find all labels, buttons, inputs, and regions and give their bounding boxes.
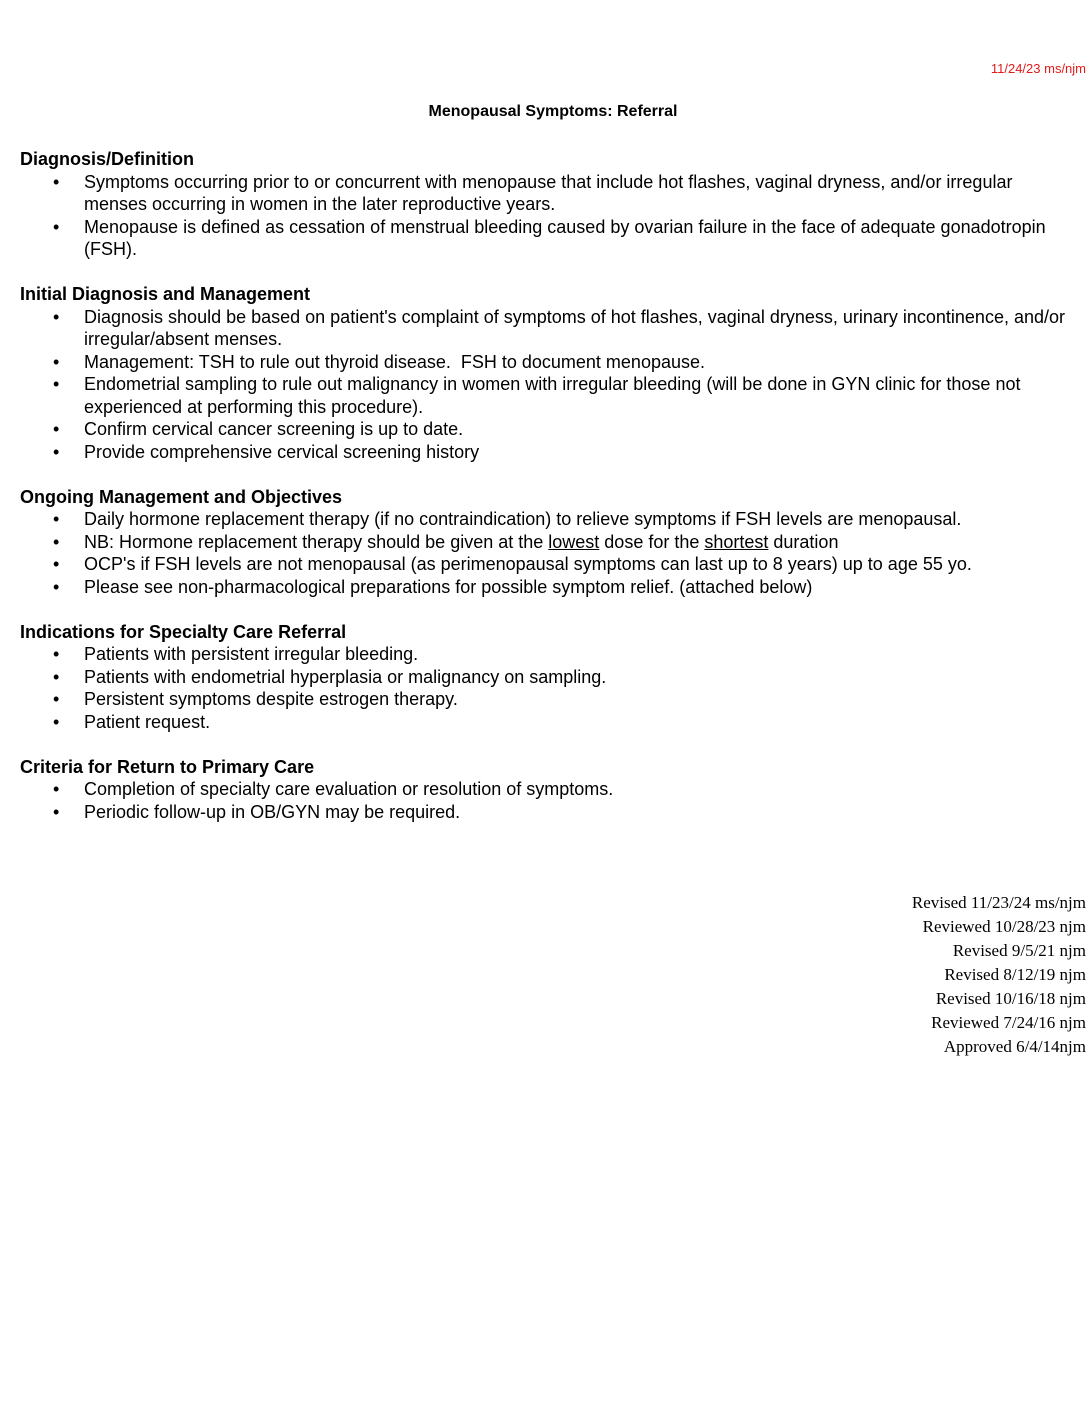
section-initial-diagnosis-management	[20, 283, 1080, 463]
bullet-icon: •	[53, 419, 60, 439]
revision-entry: Revised 8/12/19 njm	[944, 965, 1086, 984]
list-item: • Symptoms occurring prior to or concurrent with menopause that include hot flashes, vaginal dryness, and/or irregular menses occurring in women in the later reproductive years.	[53, 171, 1013, 214]
bullet-icon: •	[53, 711, 60, 732]
list-item: • Periodic follow-up in OB/GYN may be required.	[53, 801, 461, 822]
bullet-icon: •	[53, 666, 60, 687]
revision-stamp: 11/24/23 ms/njm	[990, 61, 1086, 76]
document-body	[20, 148, 1080, 846]
bullet-icon: •	[53, 554, 60, 574]
bullet-icon: •	[53, 216, 60, 237]
bullet-list	[20, 508, 1080, 598]
section-heading: Criteria for Return to Primary Care	[20, 756, 315, 777]
list-item: • OCP's if FSH levels are not menopausal (as perimenopausal symptoms can last up to 8 years) up to age 55 yo.	[53, 554, 972, 574]
bullet-list	[20, 306, 1080, 464]
list-item: • Patients with endometrial hyperplasia or malignancy on sampling.	[53, 666, 607, 687]
revision-entry: Revised 10/16/18 njm	[935, 989, 1086, 1008]
section-heading: Diagnosis/Definition	[20, 149, 195, 169]
list-item: • Please see non-pharmacological preparations for possible symptom relief. (attached below)	[53, 576, 813, 597]
list-item: • NB: Hormone replacement therapy should be given at the lowest dose for the shortest duration	[53, 531, 839, 552]
revision-history	[912, 891, 1086, 1059]
list-item: • Patients with persistent irregular bleeding.	[53, 644, 419, 664]
list-item: • Daily hormone replacement therapy (if no contraindication) to relieve symptoms if FSH levels are menopausal.	[53, 509, 962, 529]
bullet-icon: •	[53, 351, 60, 372]
section-return-to-primary-care	[20, 756, 1080, 824]
bullet-icon: •	[53, 779, 60, 799]
revision-entry: Reviewed 10/28/23 njm	[922, 917, 1086, 936]
bullet-icon: •	[53, 531, 60, 552]
section-ongoing-management	[20, 486, 1080, 599]
bullet-list	[20, 171, 1080, 261]
underlined-word: lowest	[548, 531, 600, 552]
list-item: • Menopause is defined as cessation of menstrual bleeding caused by ovarian failure in the face of adequate gonadotropin (FSH).	[53, 216, 1046, 259]
bullet-icon: •	[53, 509, 60, 529]
section-heading: Ongoing Management and Objectives	[20, 486, 343, 507]
list-item: • Provide comprehensive cervical screening history	[53, 441, 480, 462]
bullet-list	[20, 643, 1080, 733]
revision-entry: Revised 9/5/21 njm	[952, 941, 1086, 960]
bullet-icon: •	[53, 306, 60, 327]
document-title: Menopausal Symptoms: Referral	[428, 103, 678, 120]
section-heading: Indications for Specialty Care Referral	[20, 621, 347, 642]
list-item: • Management: TSH to rule out thyroid disease. FSH to document menopause.	[53, 351, 705, 372]
section-heading: Initial Diagnosis and Management	[20, 284, 311, 304]
revision-entry: Revised 11/23/24 ms/njm	[911, 893, 1086, 912]
list-item: • Persistent symptoms despite estrogen therapy.	[53, 689, 458, 709]
underlined-word: shortest	[704, 531, 769, 552]
list-item: • Diagnosis should be based on patient's complaint of symptoms of hot flashes, vaginal dryness, urinary incontinence, and/or irregular/absent menses.	[53, 306, 1065, 349]
bullet-icon: •	[53, 644, 60, 664]
bullet-icon: •	[53, 171, 60, 192]
bullet-icon: •	[53, 374, 60, 394]
bullet-icon: •	[53, 576, 60, 597]
list-item: • Completion of specialty care evaluation or resolution of symptoms.	[53, 779, 614, 799]
revision-entry: Approved 6/4/14njm	[943, 1037, 1086, 1056]
bullet-list	[20, 778, 1080, 823]
list-item: • Endometrial sampling to rule out malignancy in women with irregular bleeding (will be done in GYN clinic for those not experienced at performing this procedure).	[53, 374, 1021, 417]
list-item: • Patient request.	[53, 711, 211, 732]
section-diagnosis-definition	[20, 148, 1080, 261]
section-specialty-care-referral	[20, 621, 1080, 734]
bullet-icon: •	[53, 689, 60, 709]
list-item: • Confirm cervical cancer screening is up to date.	[53, 419, 464, 439]
revision-entry: Reviewed 7/24/16 njm	[931, 1013, 1086, 1032]
bullet-icon: •	[53, 441, 60, 462]
bullet-icon: •	[53, 801, 60, 822]
